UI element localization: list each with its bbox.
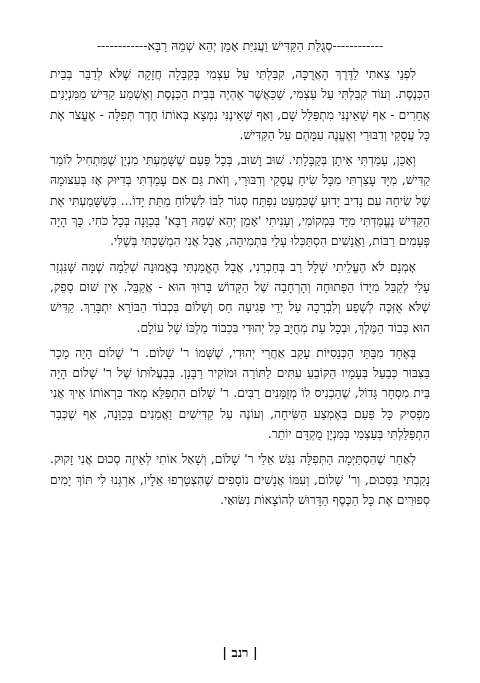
paragraph: אָמְנָם לֹא הֶעֱלֵיתִי שָׁלָל רַב בְּחַכְרַנִי, אֲבָל הֶאֱמַנְתִּי בֶּאֱמוּנָה שְׁלֵמָה שֶׁמָּה שֶּׁנִּגְזַר עָלַי לְקַבֵּל מִיָּדוֹ הַפְּתוּחָה וְהָרְחָבָה שֶׁל הַקָּדוֹשׁ בָּרוּךְ הוּא - אֲקַבֵּל. אֵין שׁוּם סָפֵק, שֶׁלֹּא אֻזְּכֶּה לְשֶׁפַע וְלִבְרָכָה עַל יְדֵי פְּגִיעָה חַס וְשָׁלוֹם בִּכְבוֹד הַבּוֹרֵא יִתְבָּרַךְ. קַדִּישׁ הוּא כְּבוֹד הַמֶּלֶךְ, וּבְכָל עֵת מְחֻיָּב כָּל יְהוּדִי בִּכְבוֹד מַלְכּוֹ שֶׁל עוֹלָם. xyxy=(50,259,430,335)
body-text xyxy=(50,64,430,515)
paragraph: בְּאֶחָד מִבָּתֵּי הַכְּנֵסִיּוֹת עָקַב אַחֲרַי יְהוּדִי, שֶׁשְּׁמוֹ ר' שָׁלוֹם. ר' שָׁלוֹם הָיָה מָכָר בַּצִּבּוּר כְּבַעַל בְּעָמָיו הַקּוֹבֵעַ עִתִּים לַתּוֹרָה וּמוֹקִיר רַבָּנָן. בְּבַעֲלוּתוֹ שֶׁל ר' שָׁלוֹם הָיָה בֵּית מִסְחָר גָּדוֹל, שֶׁהַכְנִיס לוֹ מְזֻמָּנִים רַבִּים. ר' שָׁלוֹם הִתְפַּלֵּא מְאֹד בִּרְאוֹתוֹ אֵיךְ אֲנִי מַפְסִיק כָּל פַּעַם בְּאֶמְצַע הַשִּׂיחָה, וְעוֹנֶה עַל קַדִּישִׁים וַאֲמֵנִים בְּכַוָּנָה, אַף שֶׁכְּבָר הִתְפַּלַּלְתִּי בְּעַצְמִי בְּמִנְיָן מֻקְדָּם יוֹתֵר. xyxy=(50,345,430,442)
paragraph: לְאַחַר שֶׁהִסְתַּיְּמָה הַתְּפִלָּה נִגַּשׁ אֵלַי ר' שָׁלוֹם, וְשָׁאַל אוֹתִי לְאֵיזֶה סְכוּם אֲנִי זָקוּק. נָקַבְתִּי בַּסְּכוּם, וְר' שָׁלוֹם, וְעִמּוֹ אֲנָשִׁים נוֹסָפִים שֶׁהִצְטָרְפוּ אֵלָיו, אִרְגְּנוּ לִי תּוֹךְ יָמִים סְפוּרִים אֶת כָּל הַכֶּסֶף הַדָּרוּשׁ לְהוֹצָאוֹת נִשּׂוּאַי. xyxy=(50,452,430,507)
running-header: ------------סְגֻלַּת הַקַּדִּישׁ וַעֲנִיַּת אָמֵן יְהֵא שְׁמֵהּ רַבָּא------------ xyxy=(96,38,384,53)
page-number: | רנב | xyxy=(222,646,258,661)
paragraph: לִפְנֵי צֵאתִי לַדֶּרֶךְ הָאֲרֻכָּה, קִבַּלְתִּי עַל עַצְמִי בְּקַבָּלָה חֲזָקָה שֶׁלֹּא לְדַבֵּר בְּבֵית הַכְּנֶסֶת. וְעוֹד קִבַּלְתִּי עַל עַצְמִי, שֶׁכַּאֲשֶׁר אֶהְיֶה בְּבֵית הַכְּנֶסֶת וְאֶשְׁמַע קַדִּישׁ מִמִּנְיָנִים אֲחֵרִים - אַף שֶׁאֵינֶנִּי מִתְפַּלֵּל שָׁם, וְאַף שֶׁאֵינֶנִּי נִמְצָא בְּאוֹתוֹ חֶדֶר תְּפִלָּה - אֶעֱצֹר אֶת כָּל עֲסָקַי וְדִבּוּרַי וְאֶעֱנֶה עִמָּהֶם עַל הַקַּדִּישׁ. xyxy=(50,67,430,142)
paragraph: וְאָכֵן, עָמַדְתִּי אֵיתָן בְּקַבָּלָתִי. שׁוּב וָשׁוּב, בְּכָל פַּעַם שֶׁשָּׁמַעְתִּי מִנְיָן שֶׁמַּתְחִיל לוֹמַר קַדִּישׁ, מִיָּד עָצַרְתִּי מִכָּל שִׂיחַ עֲסָקַי וְדִבּוּרַי, וְזֹאת גַּם אִם עָמַדְתִּי בְּדִיּוּק אָז בְּעִצּוּמָהּ שֶׁל שִׂיחָה עִם נָדִיב יָדוּעַ שֶׁכִּמְעַט נִפְתַּח סְגוֹר לִבּוֹ לִשְׁלוֹחַ מַתַּת יָדוֹ... כְּשֶׁשָּׁמַעְתִּי אֶת הַקַּדִּישׁ נֶעֱמַדְתִּי מִיָּד בִּמְקוֹמִי, וְעָנִיתִי 'אָמֵן יְהֵא שְׁמֵהּ רַבָּא' בְּכַוָּנָה בְּכָל כֹּחִי. כָּךְ הָיָה פְּעָמִים רַבּוֹת, וַאֲנָשִׁים הִסְתַּכְּלוּ עָלַי בִּתְמִיהָה, אֲבָל אֲנִי הִמְשַׁכְתִּי בְּשֶׁלִּי. xyxy=(50,153,430,249)
